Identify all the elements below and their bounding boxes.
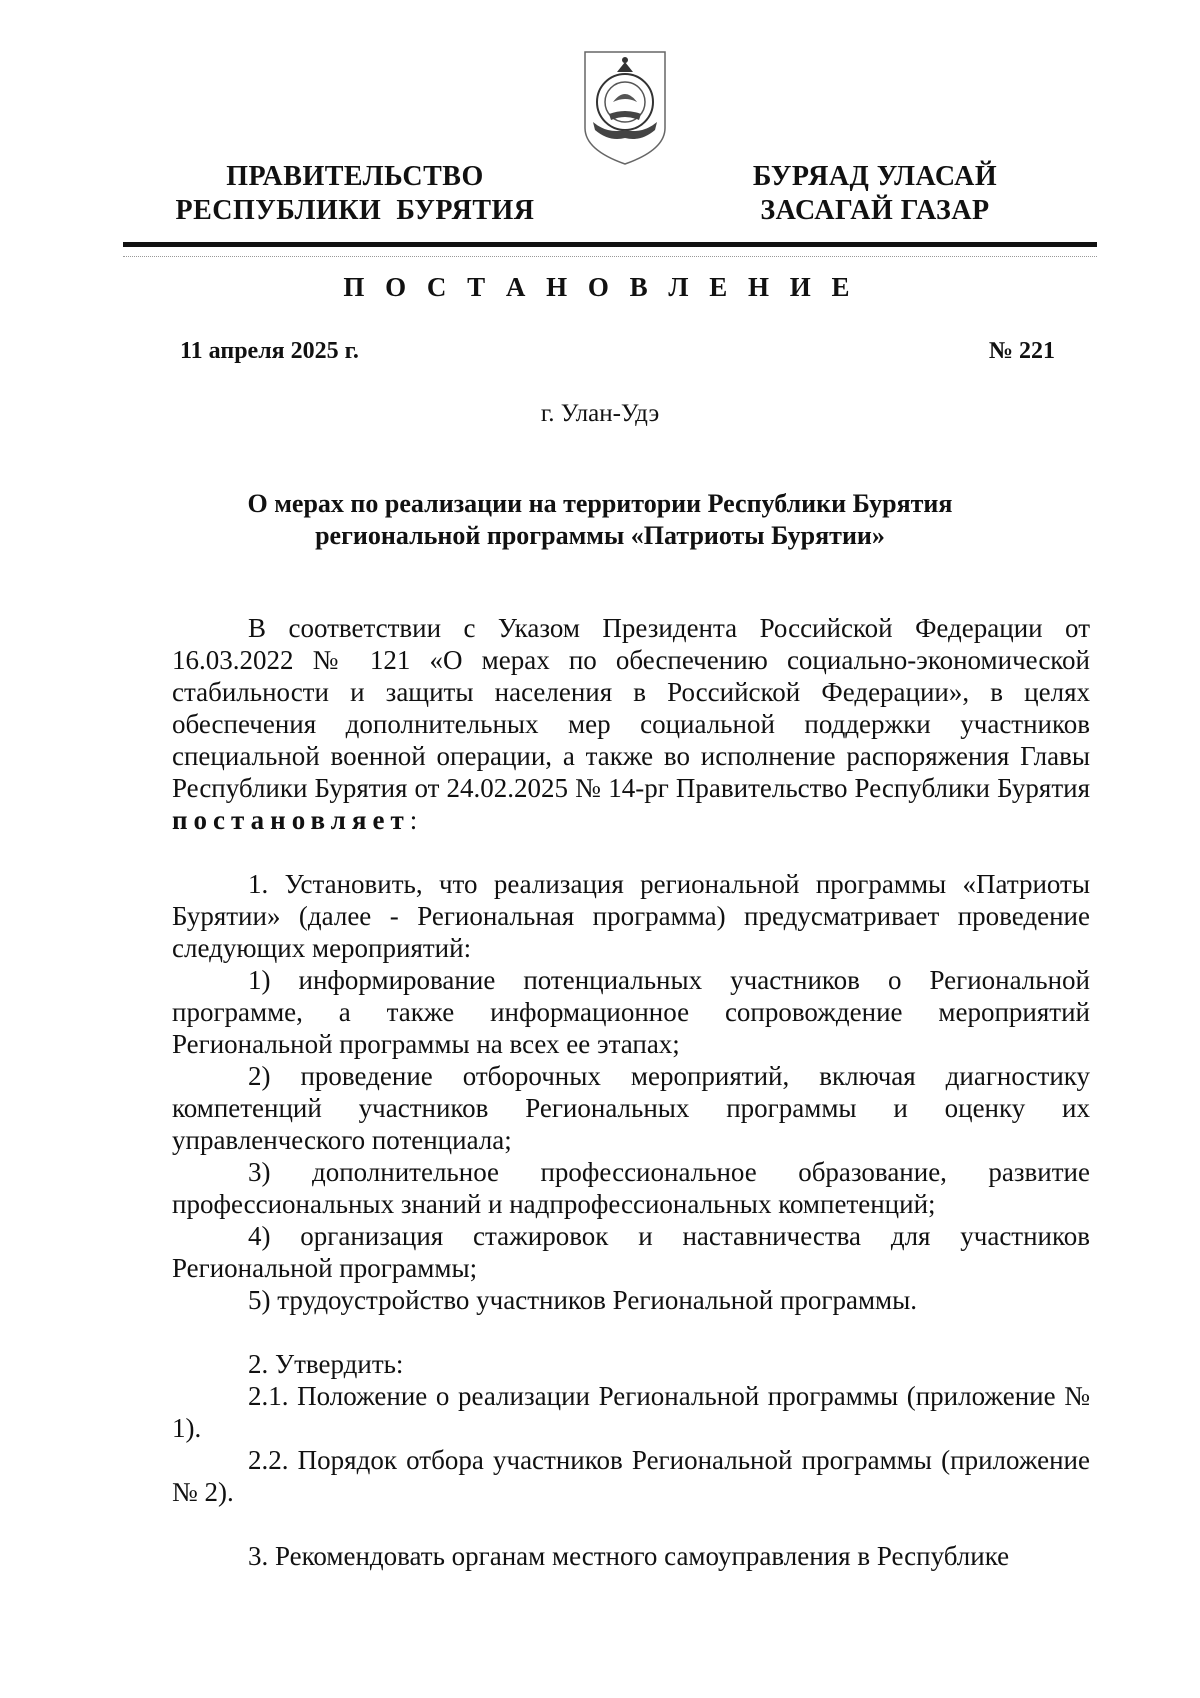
org-left-line-1: ПРАВИТЕЛЬСТВО xyxy=(226,161,484,192)
item-1-sub-5: 5) трудоустройство участников Региональной программы. xyxy=(248,1285,918,1315)
document-title-line-2: региональной программы «Патриоты Бурятии» xyxy=(315,521,885,550)
item-2-paragraph: 2. Утвердить: xyxy=(248,1349,404,1379)
item-2-sub-2: 2.2. Порядок отбора участников Региональной программы (приложение № 2). xyxy=(172,1445,1090,1507)
organization-name-buryat xyxy=(710,160,1040,228)
org-right-line-1: БУРЯАД УЛАСАЙ xyxy=(752,161,998,192)
document-date: 11 апреля 2025 г. xyxy=(180,338,359,364)
document-type-heading: П О С Т А Н О В Л Е Н И Е xyxy=(343,272,857,302)
decree-word: постановляет xyxy=(172,805,410,835)
preamble-paragraph xyxy=(172,612,1090,836)
document-body xyxy=(172,612,1090,1572)
item-1-sub-3: 3) дополнительное профессиональное образование, развитие профессиональных знаний и надпрофессиональных компетенций; xyxy=(172,1157,1090,1219)
organization-name-russian xyxy=(170,160,540,228)
item-1-paragraph: 1. Установить, что реализация региональной программы «Патриоты Бурятии» (далее - Региональная программа) предусматривает проведение следующих мероприятий: xyxy=(172,869,1090,963)
document-number: № 221 xyxy=(988,338,1055,364)
header-divider-thick xyxy=(123,242,1097,247)
item-2-sub-1: 2.1. Положение о реализации Региональной программы (приложение № 1). xyxy=(172,1381,1090,1443)
item-1-sub-2: 2) проведение отборочных мероприятий, включая диагностику компетенций участников Региональных программы и оценку их управленческого потенциала; xyxy=(172,1061,1090,1155)
item-3-paragraph: 3. Рекомендовать органам местного самоуправления в Республике xyxy=(248,1541,1010,1571)
preamble-text: В соответствии с Указом Президента Российской Федерации от 16.03.2022 № 121 «О мерах по обеспечению социально-экономической стабильности и защиты населения в Российской Федерации», в целях обеспечения дополнительных мер социальной поддержки участников специальной военной операции, а также во исполнение распоряжения Главы Республики Бурятия от 24.02.2025 № 14-рг Правительство Республики Бурятия xyxy=(172,613,1090,803)
org-left-line-2: РЕСПУБЛИКИ БУРЯТИЯ xyxy=(175,195,535,226)
org-right-line-2: ЗАСАГАЙ ГАЗАР xyxy=(760,195,990,226)
document-title xyxy=(150,488,1050,552)
decree-colon: : xyxy=(409,805,418,835)
document-city: г. Улан-Удэ xyxy=(540,400,660,427)
header-divider-thin xyxy=(123,256,1097,257)
coat-of-arms-icon xyxy=(583,50,667,166)
item-1-sub-4: 4) организация стажировок и наставничества для участников Региональной программы; xyxy=(172,1221,1090,1283)
document-title-line-1: О мерах по реализации на территории Республики Бурятия xyxy=(247,489,953,518)
item-1-sub-1: 1) информирование потенциальных участников о Региональной программе, а также информационное сопровождение мероприятий Региональной программы на всех ее этапах; xyxy=(172,965,1090,1059)
